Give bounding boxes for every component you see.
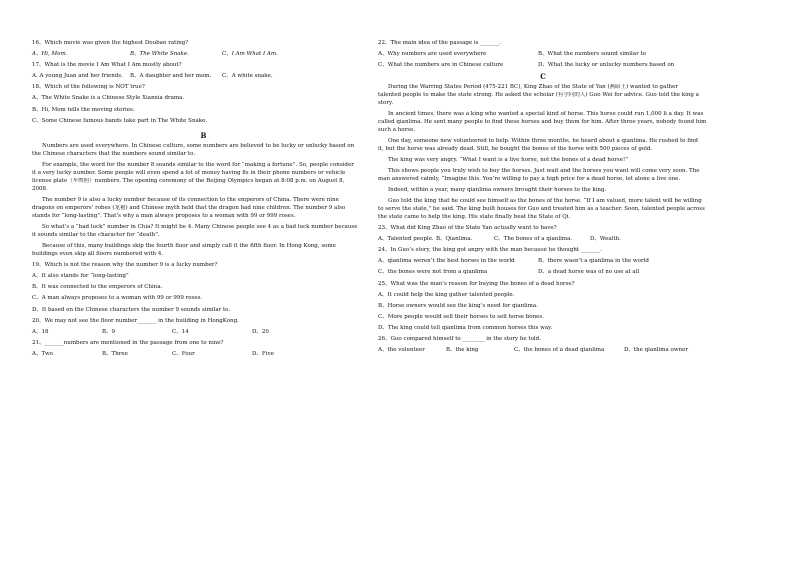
question-18-stem: 18、Which of the following is NOT true? bbox=[32, 84, 145, 91]
text-line: buildings even skip all floors numbered with 4. bbox=[32, 251, 164, 258]
question-16-options bbox=[32, 51, 375, 59]
left-column bbox=[32, 40, 375, 362]
question-23-options bbox=[378, 236, 708, 244]
option-c[interactable]: C、Some Chinese famous bands take part in The White Snake. bbox=[32, 117, 208, 124]
option-d[interactable]: D、The king could tell qianlima from common horses this way. bbox=[378, 324, 553, 331]
option-c[interactable]: C、I Am What I Am. bbox=[222, 51, 278, 58]
option-c[interactable]: C、What the numbers are in Chinese culture bbox=[378, 62, 504, 69]
option-c[interactable]: C、A white snake. bbox=[222, 73, 273, 80]
text-line: to serve the state,” he said. The king built houses for Guo and treated him as a teacher. Soon, talented people across bbox=[378, 206, 705, 213]
option-d[interactable]: D、20 bbox=[252, 328, 269, 335]
question-20-options bbox=[32, 329, 375, 337]
option-a[interactable]: A、Why numbers are used everywhere bbox=[378, 51, 487, 58]
question-23-stem: 23、What did King Zhao of the State Yan actually want to have? bbox=[378, 225, 557, 232]
option-b[interactable]: B、the king bbox=[446, 347, 479, 354]
text-line: it sounds similar to the character for “death”. bbox=[32, 232, 160, 239]
passage-c-paragraph-4 bbox=[378, 157, 708, 165]
option-d[interactable]: D、What the lucky or unlucky numbers based on bbox=[538, 62, 675, 69]
text-line: Numbers are used everywhere. In Chinese culture, some numbers are believed to be lucky or unlucky based on bbox=[42, 143, 355, 150]
text-line: it a very lucky number. Some people will even spend a lot of money having 8s in their phone numbers or vehicle bbox=[32, 170, 346, 177]
option-a[interactable]: A、18 bbox=[32, 328, 49, 335]
question-17-options bbox=[32, 73, 375, 81]
option-b[interactable]: B、The White Snake. bbox=[130, 51, 189, 58]
option-b[interactable]: B、Hi, Mom tells the moving stories. bbox=[32, 106, 135, 113]
question-24-options-row-2 bbox=[378, 269, 708, 277]
question-16-stem: 16、Which movie was given the highest Douban rating? bbox=[32, 40, 189, 46]
question-25-stem: 25、What was the man’s reason for buying the bones of a dead horse? bbox=[378, 280, 575, 287]
text-line: such a horse. bbox=[378, 126, 416, 133]
option-b[interactable]: B、It was connected to the emperors of China. bbox=[32, 284, 163, 291]
option-a[interactable]: A、It also stands for “long-lasting” bbox=[32, 273, 129, 280]
question-26-options bbox=[378, 347, 708, 355]
option-c[interactable]: C、The bones of a qianlima. bbox=[494, 236, 573, 243]
option-b[interactable]: B、there wasn’t a qianlima in the world bbox=[538, 258, 649, 265]
option-c[interactable]: C、A man always proposes to a woman with 99 or 999 roses. bbox=[32, 295, 203, 302]
passage-c-paragraph-6 bbox=[378, 187, 708, 195]
text-line: talented people to make the state strong. He asked the scholar (有学问的人) Guo Wei for advice. Guo told the king a bbox=[378, 92, 699, 99]
question-20-stem: 20、We may not see the floor number_______ in the building in HongKong. bbox=[32, 317, 239, 324]
text-line: One day, someone new volunteered to help. Within three months, he heard about a qianlima. He rushed to find bbox=[388, 138, 698, 144]
option-d[interactable]: D、the qianlima owner bbox=[624, 347, 688, 354]
text-line: Indeed, within a year, many qianlima owners brought their horses to the king. bbox=[388, 187, 607, 194]
option-a[interactable]: A、qianlima weren’t the best horses in the world bbox=[378, 258, 515, 265]
text-line: story. bbox=[378, 100, 394, 106]
option-b[interactable]: B、Three bbox=[102, 350, 128, 357]
passage-c-paragraph-2 bbox=[378, 111, 708, 135]
option-d[interactable]: D、Wealth. bbox=[590, 236, 621, 243]
option-c[interactable]: C、14 bbox=[172, 328, 189, 335]
option-b[interactable]: B、A daughter and her mom. bbox=[130, 73, 212, 80]
passage-c-paragraph-7 bbox=[378, 198, 708, 222]
right-column bbox=[378, 40, 708, 358]
option-b[interactable]: B、9 bbox=[102, 328, 116, 335]
passage-b-paragraph-5 bbox=[32, 243, 375, 259]
text-line: stands for “long-lasting”. That’s why a man always proposes to a woman with 99 or 999 roses. bbox=[32, 213, 296, 220]
option-b[interactable]: B、Horse owners would see the king’s need for qianlima. bbox=[378, 302, 538, 309]
question-17-stem: 17、What is the movie I Am What I Am mostly about? bbox=[32, 62, 182, 69]
option-d[interactable]: D、It based on the Chinese characters the number 9 sounds similar to. bbox=[32, 306, 231, 313]
option-a[interactable]: A、Talented people. bbox=[378, 236, 434, 243]
question-19-stem: 19、Which is not the reason why the number 9 is a lucky number? bbox=[32, 262, 218, 269]
section-b-heading: B bbox=[200, 130, 207, 140]
text-line: This shows people you truly wish to buy the horses. Just wait and the horses you want will come very soon. The bbox=[388, 168, 700, 175]
text-line: The number 9 is also a lucky number because of its connection to the emperors of China. There were nine bbox=[42, 197, 339, 204]
text-line: dragons on emperors’ robes (龙袍) and Chinese myth held that the dragon had nine children. The number 9 also bbox=[32, 205, 346, 212]
passage-b-paragraph-2 bbox=[32, 162, 375, 194]
text-line: called qianlima. He sent many people to find these horses and buy them for him. After three years, nobody found him bbox=[378, 119, 707, 125]
text-line: license plate（车牌照）numbers. The opening ceremony of the Beijing Olympics began at 8:08 p.m. on August 8, bbox=[32, 178, 345, 185]
option-a[interactable]: A、The White Snake is a Chinese Style Xianxia drama. bbox=[32, 95, 185, 102]
text-line: Because of this, many buildings skip the fourth floor and simply call it the fifth floor. In Hong Kong, some bbox=[42, 243, 336, 250]
text-line: the Chinese characters that the numbers sound similar to. bbox=[32, 151, 196, 158]
text-line: Guo told the king that he could see himself as the bones of the horse. “If I am valued, more talent will be willing bbox=[388, 198, 702, 205]
question-22-stem: 22、The main idea of the passage is _______. bbox=[378, 40, 502, 46]
question-24-options-row-1 bbox=[378, 258, 708, 266]
option-c[interactable]: C、Four bbox=[172, 350, 195, 357]
passage-b-paragraph-1 bbox=[32, 143, 375, 159]
question-21-options bbox=[32, 351, 375, 359]
option-a[interactable]: A、Two bbox=[32, 350, 53, 357]
passage-b-paragraph-4 bbox=[32, 224, 375, 240]
passage-c-paragraph-3 bbox=[378, 138, 708, 154]
passage-c-paragraph-5 bbox=[378, 168, 708, 184]
text-line: In ancient times, there was a king who wanted a special kind of horse. This horse could run 1,000 li a day. It was bbox=[388, 111, 704, 118]
option-a[interactable]: A、It could help the king gather talented people. bbox=[378, 291, 515, 298]
option-b[interactable]: B、Qianlima. bbox=[436, 236, 473, 243]
option-a[interactable]: A. A young Juan and her friends. bbox=[32, 73, 123, 80]
option-d[interactable]: D、a dead horse was of no use at all bbox=[538, 269, 640, 276]
passage-c-paragraph-1 bbox=[378, 84, 708, 108]
question-22-options-row-2 bbox=[378, 62, 708, 70]
text-line: So what’s a “bad luck” number in Chia? It might be 4. Many Chinese people see 4 as a bad luck number because bbox=[42, 224, 358, 231]
text-line: man answered calmly, “Imagine this. You’re willing to pay a high price for a dead horse, let alone a live one. bbox=[378, 176, 681, 182]
text-line: the state came to help the king. His state finally beat the State of Qi. bbox=[378, 214, 571, 220]
option-b[interactable]: B、What the numbers sound similar to bbox=[538, 51, 646, 58]
option-c[interactable]: C、the bones of a dead qianlima bbox=[514, 347, 605, 354]
option-c[interactable]: C、the bones were not from a qianlima bbox=[378, 269, 488, 276]
text-line: The king was very angry. “What I want is a live horse, not the bones of a dead horse!” bbox=[388, 157, 629, 163]
question-21-stem: 21、_______numbers are mentioned in the passage from one to nine? bbox=[32, 339, 224, 346]
passage-b-paragraph-3 bbox=[32, 197, 375, 221]
question-26-stem: 26、Guo compared himself to ________ in the story he told. bbox=[378, 336, 541, 343]
question-22-options-row-1 bbox=[378, 51, 708, 59]
option-a[interactable]: A、Hi, Mom. bbox=[32, 51, 68, 58]
text-line: it, but the horse was already dead. Still, he bought the bones of the horse with 500 pieces of gold. bbox=[378, 145, 653, 152]
option-d[interactable]: D、Five bbox=[252, 350, 274, 357]
option-c[interactable]: C、More people would sell their horses to sell horse bones. bbox=[378, 313, 544, 320]
question-24-stem: 24、In Guo’s story, the king got angry with the man because he thought _______. bbox=[378, 247, 602, 254]
text-line: 2008. bbox=[32, 186, 48, 193]
text-line: During the Warring States Period (475-221 BC), King Zhao of the State of Yan (燕昭王) wanted to gather bbox=[388, 84, 678, 91]
text-line: For example, the word for the number 8 sounds similar to the word for “making a fortune”. So, people consider bbox=[42, 162, 354, 169]
option-a[interactable]: A、the volunteer bbox=[378, 347, 425, 354]
section-c-heading: C bbox=[540, 72, 546, 82]
